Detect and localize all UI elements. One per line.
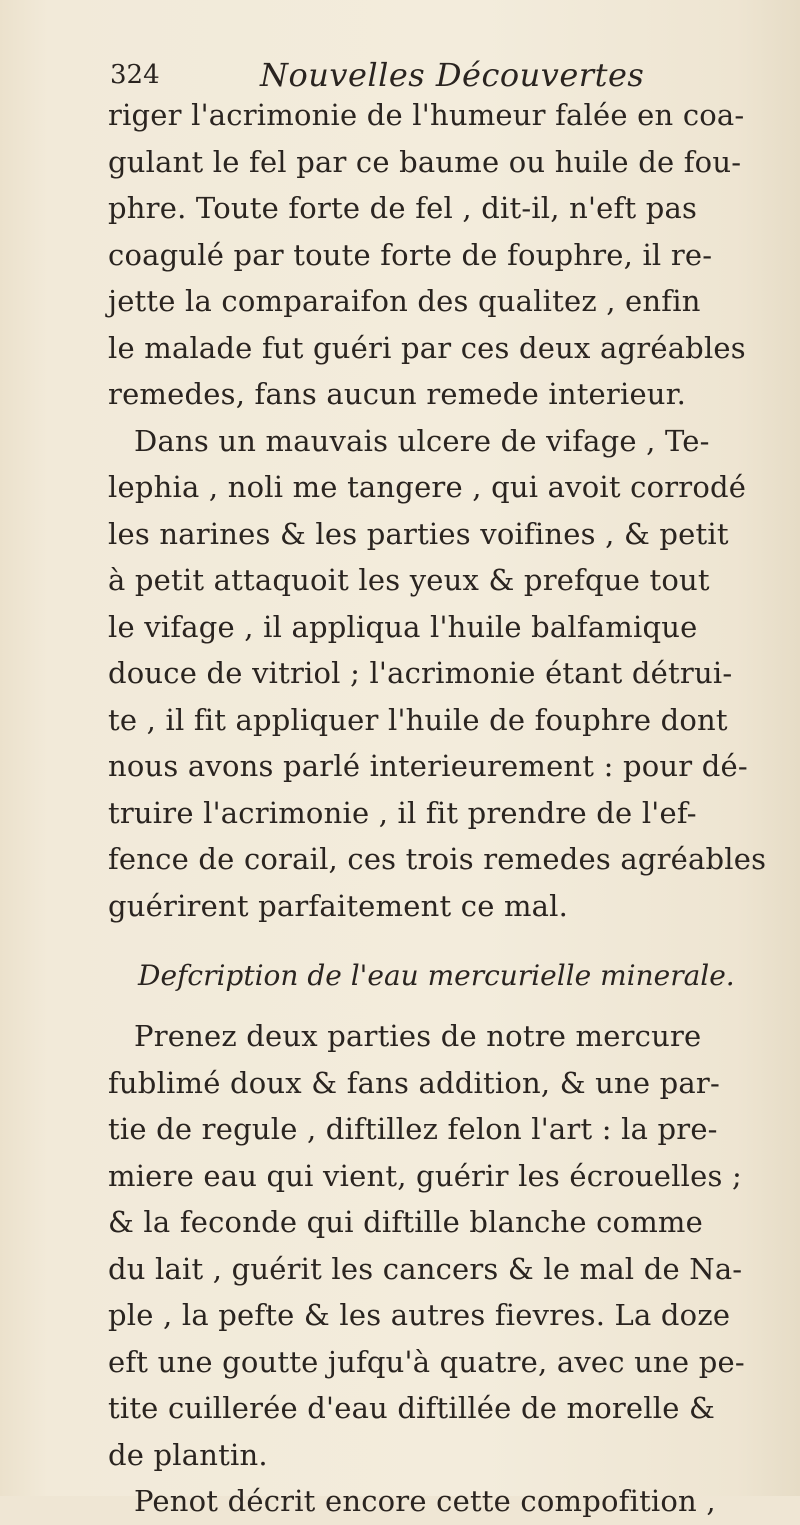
text-line: fence de corail, ces trois remedes agréables <box>108 842 767 876</box>
text-line: eft une goutte jufqu'à quatre, avec une pe- <box>108 1344 745 1379</box>
text-line: nous avons parlé interieurement : pour dé- <box>108 749 748 783</box>
text-line: ple , la pefte & les autres fievres. La doze <box>108 1298 731 1332</box>
text-line: jette la comparaifon des qualitez , enfin <box>108 284 701 318</box>
text-line: gulant le fel par ce baume ou huile de fou- <box>108 144 742 179</box>
text-line: phre. Toute forte de fel , dit-il, n'eft pas <box>108 191 698 225</box>
text-line: Penot décrit encore cette compofition , <box>134 1484 716 1518</box>
section-title: Defcription de l'eau mercurielle minerale. <box>138 959 735 992</box>
text-line: remedes, fans aucun remede interieur. <box>108 377 686 411</box>
text-line: de plantin. <box>108 1437 268 1472</box>
text-line: Dans un mauvais ulcere de vifage , Te- <box>134 423 710 458</box>
text-line: les narines & les parties voifines , & petit <box>108 516 729 551</box>
text-line: miere eau qui vient, guérir les écrouelles ; <box>108 1158 742 1193</box>
page-header <box>110 52 730 92</box>
text-line: douce de vitriol ; l'acrimonie étant détrui- <box>108 656 733 690</box>
text-line: truire l'acrimonie , il fit prendre de l'ef- <box>108 795 697 830</box>
text-line: coagulé par toute forte de fouphre, il re- <box>108 237 713 272</box>
text-line: tite cuillerée d'eau diftillée de morelle & <box>108 1391 716 1425</box>
text-line: à petit attaquoit les yeux & prefque tout <box>108 563 710 597</box>
text-line: lephia , noli me tangere , qui avoit corrodé <box>108 470 747 504</box>
running-title: Nouvelles Découvertes <box>260 56 645 94</box>
text-line: le vifage , il appliqua l'huile balfamique <box>108 609 698 644</box>
text-line: & la feconde qui diftille blanche comme <box>108 1205 703 1239</box>
body-text <box>108 92 768 1525</box>
text-line: le malade fut guéri par ces deux agréables <box>108 330 746 365</box>
text-line: fublimé doux & fans addition, & une par- <box>108 1065 720 1100</box>
text-line: Prenez deux parties de notre mercure <box>134 1019 702 1053</box>
text-line: te , il fit appliquer l'huile de fouphre dont <box>108 702 728 737</box>
text-line: riger l'acrimonie de l'humeur falée en coa- <box>108 98 745 132</box>
text-line: tie de regule , diftillez felon l'art : la pre- <box>108 1112 718 1146</box>
text-line: guérirent parfaitement ce mal. <box>108 888 569 923</box>
page-number: 324 <box>110 60 160 90</box>
text-line: du lait , guérit les cancers & le mal de Na- <box>108 1251 743 1286</box>
